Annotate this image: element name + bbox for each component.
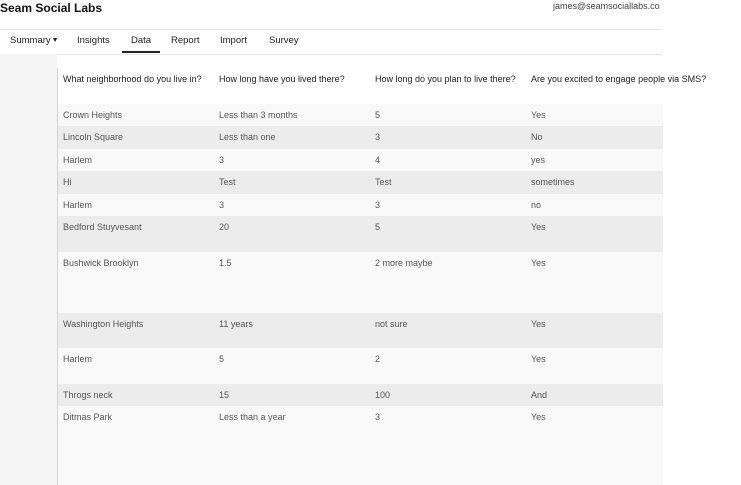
table-row[interactable]	[58, 104, 663, 126]
table-row[interactable]	[58, 171, 663, 194]
table-row[interactable]	[58, 149, 663, 171]
cell-lived-duration: Less than 3 months	[219, 110, 298, 120]
tab-survey[interactable]: Survey	[269, 35, 299, 46]
table-row[interactable]	[58, 406, 663, 485]
column-header-plan-duration[interactable]: How long do you plan to live there?	[375, 74, 516, 84]
chevron-down-icon: ▼	[51, 37, 59, 44]
cell-neighborhood: Harlem	[63, 354, 93, 364]
cell-lived-duration: 5	[219, 354, 225, 364]
cell-lived-duration: Less than one	[219, 132, 276, 142]
cell-lived-duration: 3	[219, 155, 225, 165]
tab-report[interactable]: Report	[171, 35, 200, 46]
top-bar	[0, 0, 662, 28]
column-header-neighborhood[interactable]: What neighborhood do you live in?	[63, 74, 202, 84]
cell-plan-duration: 3	[375, 132, 381, 142]
cell-sms-excitement: Yes	[531, 354, 546, 364]
cell-sms-excitement: And	[531, 390, 548, 400]
cell-sms-excitement: sometimes	[531, 177, 575, 187]
table-row[interactable]	[58, 384, 663, 406]
left-gutter	[0, 54, 57, 485]
cell-neighborhood: Ditmas Park	[63, 412, 113, 422]
cell-plan-duration: 2 more maybe	[375, 258, 433, 268]
tab-summary[interactable]	[10, 30, 59, 53]
tab-data[interactable]: Data	[122, 30, 160, 53]
cell-neighborhood: Lincoln Square	[63, 132, 124, 142]
cell-neighborhood: Bedford Stuyvesant	[63, 222, 142, 232]
cell-sms-excitement: yes	[531, 155, 546, 165]
cell-neighborhood: Harlem	[63, 200, 93, 210]
cell-plan-duration: 100	[375, 390, 391, 400]
cell-plan-duration: Test	[375, 177, 392, 187]
tab-insights[interactable]: Insights	[77, 35, 110, 46]
cell-neighborhood: Harlem	[63, 155, 93, 165]
cell-lived-duration: 1.5	[219, 258, 232, 268]
cell-plan-duration: 3	[375, 412, 381, 422]
cell-lived-duration: 11 years	[219, 319, 253, 329]
tab-import[interactable]: Import	[220, 35, 247, 46]
cell-sms-excitement: Yes	[531, 222, 546, 232]
cell-plan-duration: 2	[375, 354, 381, 364]
table-row[interactable]	[58, 313, 663, 348]
cell-neighborhood: Throgs neck	[63, 390, 113, 400]
cell-lived-duration: 15	[219, 390, 230, 400]
cell-sms-excitement: Yes	[531, 110, 546, 120]
cell-sms-excitement: no	[531, 200, 542, 210]
cell-lived-duration: Less than a year	[219, 412, 286, 422]
user-email[interactable]: james@seamsociallabs.co	[553, 1, 660, 11]
table-row[interactable]	[58, 126, 663, 149]
cell-plan-duration: not sure	[375, 319, 408, 329]
cell-neighborhood: Crown Heights	[63, 110, 123, 120]
cell-plan-duration: 3	[375, 200, 381, 210]
column-header-lived-duration[interactable]: How long have you lived there?	[219, 74, 345, 84]
table-row[interactable]	[58, 216, 663, 252]
table-row[interactable]	[58, 194, 663, 216]
tab-summary-label: Summary	[10, 35, 51, 46]
column-header-sms-excitement[interactable]: Are you excited to engage people via SMS?	[531, 74, 707, 84]
cell-plan-duration: 5	[375, 110, 381, 120]
cell-lived-duration: 20	[219, 222, 230, 232]
table-header	[58, 68, 707, 104]
table-row[interactable]	[58, 348, 663, 384]
cell-sms-excitement: No	[531, 132, 543, 142]
cell-neighborhood: Washington Heights	[63, 319, 144, 329]
data-table	[57, 68, 707, 485]
cell-lived-duration: Test	[219, 177, 236, 187]
cell-lived-duration: 3	[219, 200, 225, 210]
cell-sms-excitement: Yes	[531, 258, 546, 268]
cell-sms-excitement: Yes	[531, 412, 546, 422]
cell-neighborhood: Hi	[63, 177, 72, 187]
cell-neighborhood: Bushwick Brooklyn	[63, 258, 139, 268]
cell-plan-duration: 4	[375, 155, 381, 165]
nav-tabs	[0, 29, 662, 55]
cell-plan-duration: 5	[375, 222, 381, 232]
cell-sms-excitement: Yes	[531, 319, 546, 329]
app-title: Seam Social Labs	[0, 1, 103, 15]
table-row[interactable]	[58, 252, 663, 313]
